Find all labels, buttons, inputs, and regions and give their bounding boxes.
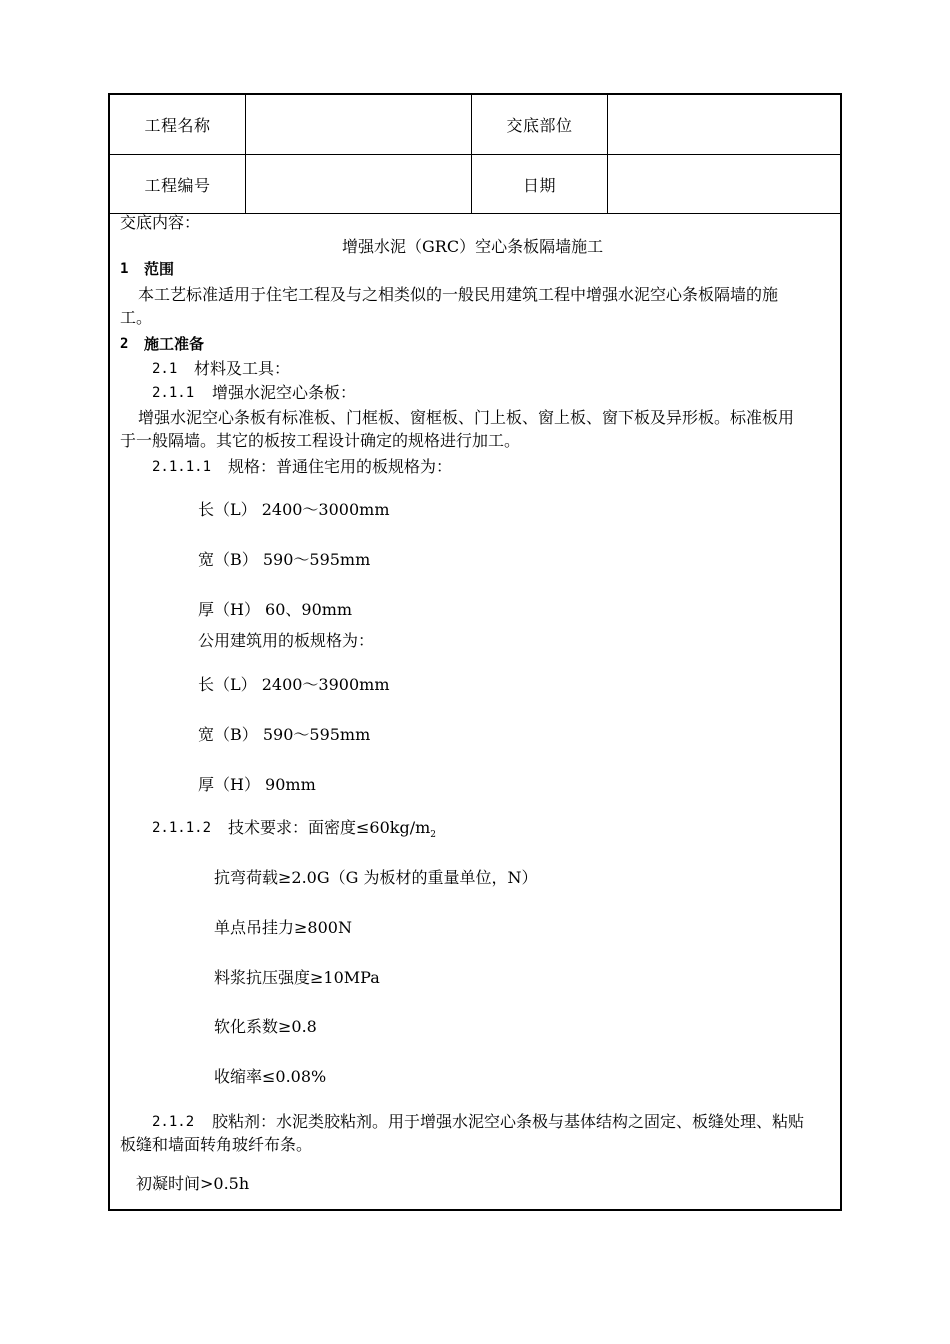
table-divider [110, 213, 840, 214]
disclosure-form [108, 93, 842, 1211]
section-2-1-1-2-number: 2.1.1.2 [152, 820, 212, 836]
date-value[interactable] [608, 155, 840, 213]
section-2-1-1-text-cont: 于一般隔墙。其它的板按工程设计确定的规格进行加工。 [120, 431, 521, 450]
section-2-1-2-number: 2.1.2 [152, 1114, 195, 1130]
surface-density-text: 技术要求：面密度≤60kg/m [228, 818, 431, 837]
header-table [110, 95, 840, 214]
project-name-label: 工程名称 [144, 116, 211, 135]
residential-width: 宽（B） 590～595mm [198, 550, 371, 569]
section-1-heading: 范围 [144, 260, 175, 278]
section-2-1-2-text-cont: 板缝和墙面转角玻纤布条。 [120, 1135, 313, 1154]
section-2-number: 2 [120, 336, 129, 352]
location-value[interactable] [608, 95, 840, 154]
requirement-compressive-strength: 料浆抗压强度≥10MPa [214, 968, 380, 987]
requirement-shrinkage: 收缩率≤0.08% [214, 1067, 327, 1086]
residential-thickness: 厚（H） 60、90mm [198, 600, 353, 619]
date-label: 日期 [522, 175, 556, 195]
intro-label: 交底内容： [120, 213, 201, 232]
section-2-1-2-text: 胶粘剂：水泥类胶粘剂。用于增强水泥空心条极与基体结构之固定、板缝处理、粘贴 [212, 1112, 805, 1131]
public-width: 宽（B） 590～595mm [198, 725, 371, 744]
section-2-1-heading: 材料及工具： [194, 359, 291, 378]
section-1-text-cont: 工。 [120, 308, 153, 327]
section-1-number: 1 [120, 261, 129, 277]
residential-length: 长（L） 2400～3000mm [198, 500, 390, 519]
section-1-text: 本工艺标准适用于住宅工程及与之相类似的一般民用建筑工程中增强水泥空心条板隔墙的施 [138, 285, 779, 304]
section-2-heading: 施工准备 [144, 335, 205, 353]
section-2-1-number: 2.1 [152, 361, 178, 377]
project-number-value[interactable] [246, 155, 471, 213]
requirement-bending-load: 抗弯荷载≥2.0G（G 为板材的重量单位，N） [214, 868, 538, 887]
public-building-heading: 公用建筑用的板规格为： [198, 631, 375, 650]
section-2-1-1-text: 增强水泥空心条板有标准板、门框板、窗框板、门上板、窗上板、窗下板及异形板。标准板用 [138, 408, 795, 427]
public-thickness: 厚（H） 90mm [198, 775, 316, 794]
section-2-1-1-number: 2.1.1 [152, 385, 195, 401]
section-2-1-1-1-heading: 规格：普通住宅用的板规格为： [228, 457, 453, 476]
location-label: 交底部位 [506, 116, 573, 135]
section-2-1-1-heading: 增强水泥空心条板： [212, 383, 357, 402]
project-number-label: 工程编号 [144, 175, 211, 195]
project-name-value[interactable] [246, 95, 471, 154]
document-title: 增强水泥（GRC）空心条板隔墙施工 [342, 237, 604, 256]
public-length: 长（L） 2400～3900mm [198, 675, 390, 694]
initial-setting-time: 初凝时间>0.5h [136, 1174, 250, 1193]
unit-exponent: 2 [430, 830, 437, 841]
section-2-1-1-2-heading [228, 818, 436, 845]
requirement-softening-coefficient: 软化系数≥0.8 [214, 1017, 317, 1036]
requirement-hanging-force: 单点吊挂力≥800N [214, 918, 352, 937]
section-2-1-1-1-number: 2.1.1.1 [152, 459, 212, 475]
